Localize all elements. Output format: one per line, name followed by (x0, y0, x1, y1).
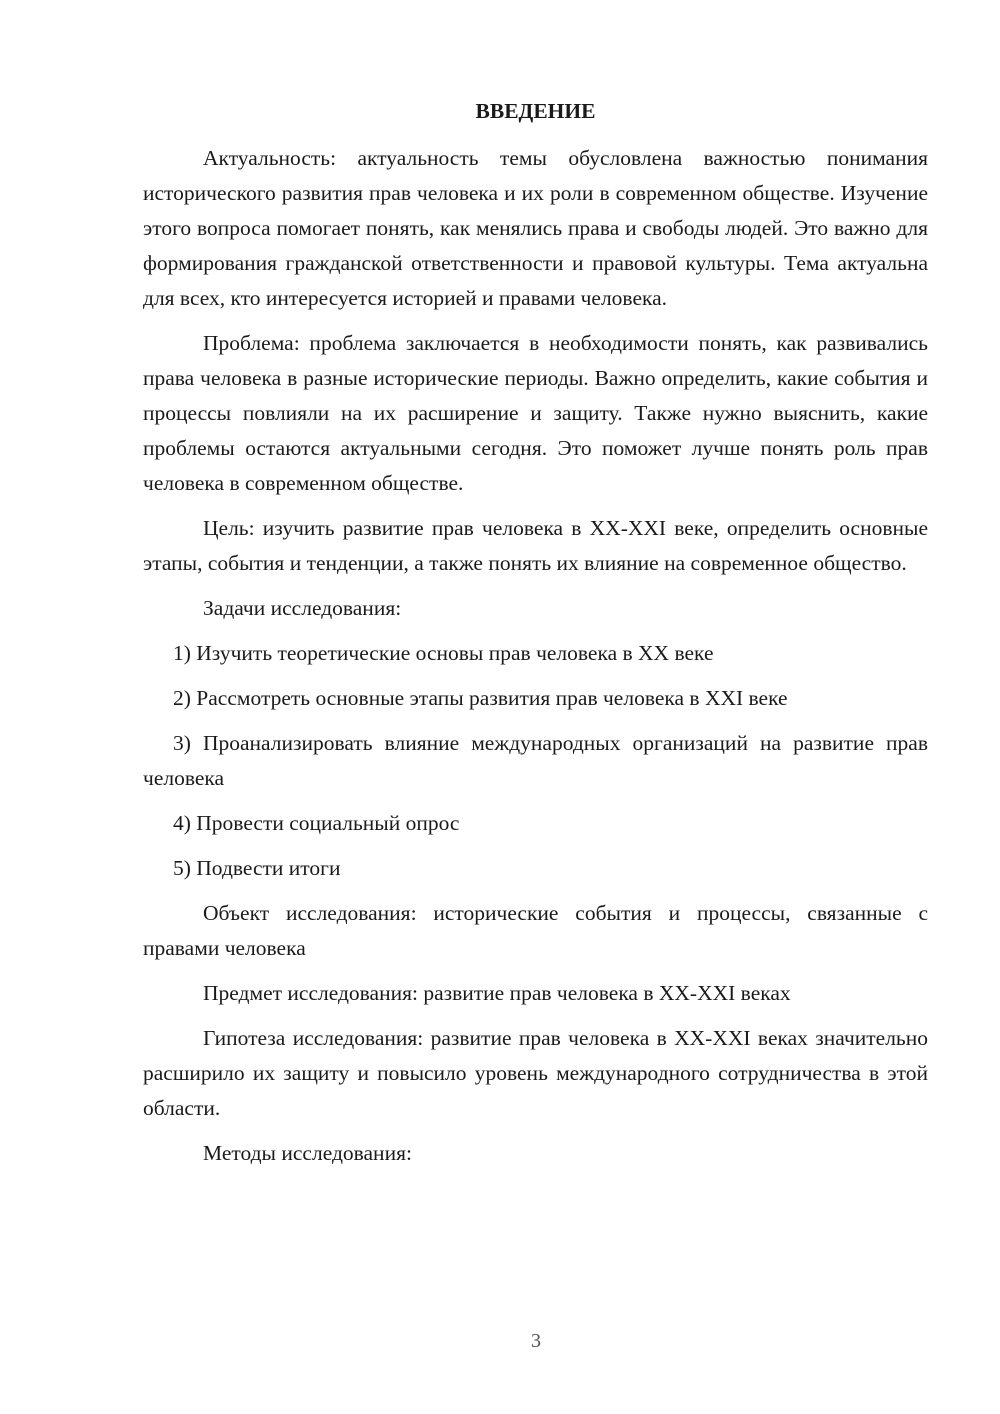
paragraph-subject: Предмет исследования: развитие прав человека в XX-XXI веках (203, 981, 791, 1005)
methods-title: Методы исследования: (203, 1141, 412, 1165)
paragraph-hypothesis: Гипотеза исследования: развитие прав человека в XX-XXI веках значительно расширило их защиту и повысило уровень международного сотрудничества в этой области. (143, 1026, 928, 1120)
paragraph-problem: Проблема: проблема заключается в необходимости понять, как развивались права человека в разные исторические периоды. Важно определить, какие события и процессы повлияли на их расширение и защиту. Также нужно выяснить, какие проблемы остаются актуальными сегодня. Это поможет лучше понять роль прав человека в современном обществе. (143, 331, 928, 495)
document-page (143, 94, 928, 1181)
tasks-title: Задачи исследования: (203, 596, 402, 620)
task-item-5: 5) Подвести итоги (173, 856, 341, 880)
task-item-4: 4) Провести социальный опрос (173, 811, 460, 835)
section-heading: ВВЕДЕНИЕ (475, 99, 596, 123)
task-item-3: 3) Проанализировать влияние международных организаций на развитие прав человека (143, 731, 928, 790)
paragraph-object: Объект исследования: исторические события и процессы, связанные с правами человека (143, 901, 928, 960)
paragraph-relevance: Актуальность: актуальность темы обусловлена важностью понимания исторического развития прав человека и их роли в современном обществе. Изучение этого вопроса помогает понять, как менялись права и свободы людей. Это важно для формирования гражданской ответственности и правовой культуры. Тема актуальна для всех, кто интересуется историей и правами человека. (143, 146, 928, 310)
task-item-2: 2) Рассмотреть основные этапы развития прав человека в XXI веке (173, 686, 788, 710)
paragraph-goal: Цель: изучить развитие прав человека в XX-XXI веке, определить основные этапы, события и тенденции, а также понять их влияние на современное общество. (143, 516, 928, 575)
page-number: 3 (531, 1330, 541, 1352)
task-item-1: 1) Изучить теоретические основы прав человека в XX веке (173, 641, 714, 665)
